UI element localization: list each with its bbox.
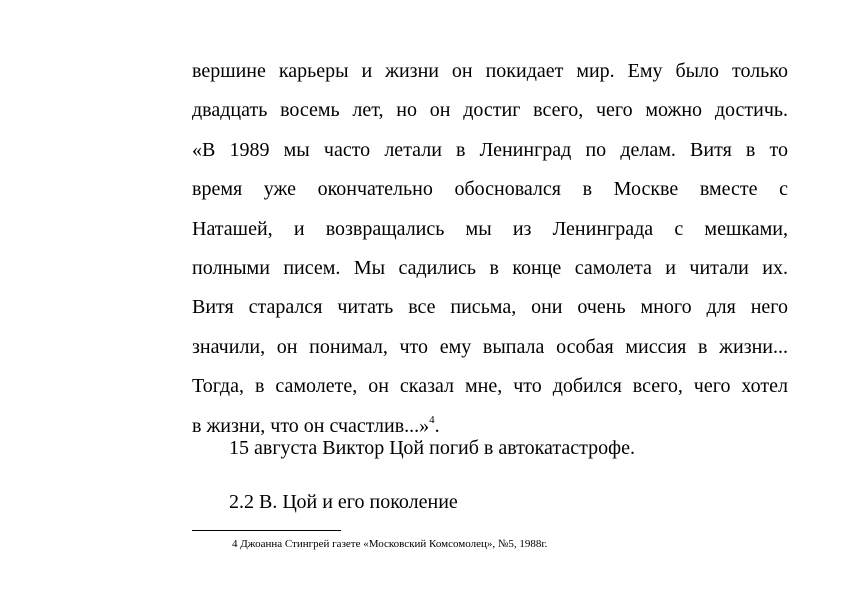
text-line: «В 1989 мы часто летали в Ленинград по делам. Витя в то	[192, 138, 788, 161]
text-line: Витя старался читать все письма, они очень много для него	[192, 296, 788, 319]
text-line: время уже окончательно обосновался в Москве вместе с	[192, 178, 788, 201]
footnote-reference[interactable]: 4	[429, 413, 435, 426]
quote-paragraph	[192, 52, 788, 446]
text-line: Тогда, в самолете, он сказал мне, что добился всего, чего хотел	[192, 375, 788, 398]
footnote-separator	[192, 530, 341, 531]
text-line: двадцать восемь лет, но он достиг всего, чего можно достичь.	[192, 99, 788, 122]
text-line: полными писем. Мы садились в конце самолета и читали их.	[192, 256, 788, 279]
sentence-period: .	[434, 414, 440, 437]
text-line: вершине карьеры и жизни он покидает мир. Ему было только	[192, 60, 788, 82]
text-line: Наташей, и возвращались мы из Ленинграда с мешками,	[192, 217, 788, 240]
text-line: значили, он понимал, что ему выпала особая миссия в жизни...	[192, 335, 788, 358]
section-heading: 2.2 В. Цой и его поколение	[229, 491, 458, 513]
last-line-text: в жизни, что он счастлив...»	[192, 414, 430, 437]
event-paragraph: 15 августа Виктор Цой погиб в автокатастрофе.	[229, 437, 635, 459]
footnote: 4 Джоанна Стингрей газете «Московский Комсомолец», №5, 1988г.	[232, 538, 548, 550]
